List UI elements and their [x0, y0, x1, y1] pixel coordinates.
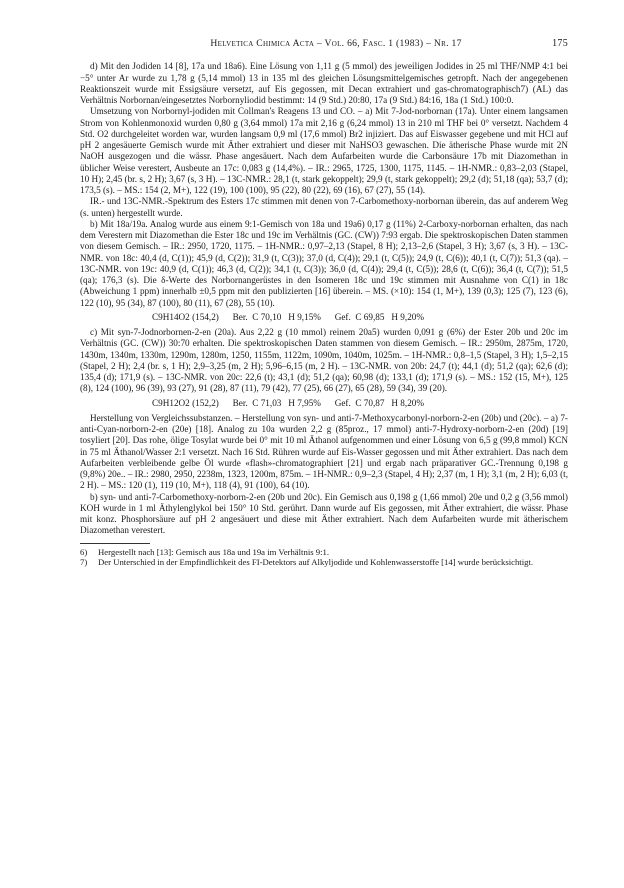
footnote-mark: 7)	[80, 556, 88, 567]
elemental-analysis-2: C9H12O2 (152,2) Ber. C 71,03 H 7,95% Gef. C 70,87 H 8,20%	[152, 397, 425, 408]
footnote-divider	[80, 543, 150, 544]
paragraph-ester-comparison: IR.- und 13C-NMR.-Spektrum des Esters 17c stimmen mit denen von 7-Carbomethoxy-norbornan überein, das auf anderem Weg (s. unten) hergestellt wurde.	[80, 196, 568, 218]
footnote-mark: 6)	[80, 546, 88, 557]
paragraph-syn-jodnorbornen: c) Mit syn-7-Jodnorbornen-2-en (20a). Aus 2,22 g (10 mmol) reinem 20a5) wurden 0,091 g (6%) der Ester 20b und 20c im Verhältnis (GC. (CW)) 30:70 erhalten. Die spektroskopischen Daten stammen von diesem Gemisch. – IR.: 2950m, 2875m, 1720, 1430m, 1340m, 1330m, 1290m, 1280m, 1250, 1155m, 1122m, 1090m, 1040m, 1025m. – 1H-NMR.: 0,8–1,5 (Stapel, 3 H); 1,5–2,15 (Stapel, 2 H); 2,4 (br. s, 1 H); 2,9–3,25 (m, 2 H); 5,96–6,15 (m, 2 H). – 13C-NMR. von 20b: 24,7 (t); 44,1 (d); 51,2 (qa); 62,6 (d); 135,4 (d); 171,9 (s). – 13C-NMR. von 20c: 22,6 (t); 43,1 (d); 51,2 (qa); 60,98 (d); 133,1 (d); 171,9 (s). – MS.: 152 (15, M+), 125 (8), 124 (100), 96 (39), 93 (27), 91 (28), 87 (11), 79 (42), 77 (25), 66 (27), 65 (28), 59 (34), 39 (20).	[80, 327, 568, 394]
paragraph-collman-reagent: Umsetzung von Norbornyl-jodiden mit Collman's Reagens 13 und CO. – a) Mit 7-Jod-norbornan (17a). Unter einem langsamen Strom von Kohlenmonoxid wurden 0,80 g (3,64 mmol) 17a mit 2,16 g (6,24 mmol) 13 in 210 ml THF bei 0° versetzt. Nachdem 4 Std. O2 durchgeleitet worden war, wurden langsam 0,9 ml (17,6 mmol) Br2 injiziert. Das auf Eiswasser gegebene und mit HCl auf pH 2 angesäuerte Gemisch wurde mit Äther extrahiert und dieser mit NaHSO3 gewaschen. Die ätherische Phase wurde mit 2N NaOH ausgezogen und die wässr. Phase angesäuert. Nach dem Aufarbeiten wurde die Carbonsäure 17b mit Diazomethan in üblicher Weise verestert, Ausbeute an 17c: 0,083 g (14,4%). – IR.: 2965, 1725, 1300, 1175, 1145. – 1H-NMR.: 0,83–2,03 (Stapel, 10 H); 2,45 (br. s, 2 H); 3,67 (s, 3 H). – 13C-NMR.: 28,1 (t, stark gekoppelt); 29,9 (t, stark gekoppelt); 29,2 (d); 51,18 (qa); 53,7 (d); 173,5 (s). – MS.: 154 (2, M+), 122 (19), 100 (100), 95 (22), 80 (22), 69 (16), 67 (27), 55 (14).	[80, 106, 568, 195]
running-header	[80, 38, 568, 49]
journal-title: Helvetica Chimica Acta – Vol. 66, Fasc. 1 (1983) – Nr. 17	[210, 38, 462, 49]
paragraph-carbomethoxy: b) syn- und anti-7-Carbomethoxy-norborn-2-en (20b und 20c). Ein Gemisch aus 0,198 g (1,66 mmol) 20e und 0,2 g (3,56 mmol) KOH wurde in 1 ml Äthylenglykol bei 150° 10 Std. gerührt. Dann wurde auf Eis gegossen, mit Äther extrahiert, die wässr. Phase mit konz. Phosphorsäure auf pH 2 angesäuert und diese mit Äther extrahiert. Nach dem Aufarbeiten wurde mit ätherischem Diazomethan verestert.	[80, 491, 568, 536]
footnote-6	[80, 547, 568, 557]
page-number: 175	[552, 38, 568, 49]
footnotes	[80, 547, 568, 568]
paragraph-iodide-reaction: d) Mit den Jodiden 14 [8], 17a und 18a6). Eine Lösung von 1,11 g (5 mmol) des jeweiligen Jodides in 25 ml THF/NMP 4:1 bei −5° unter Ar wurde zu 1,78 g (5,14 mmol) 13 in 135 ml des gleichen Lösungsmittelgemisches getropft. Nach der angegebenen Reaktionszeit wurde mit Essigsäure versetzt, auf Eis gegossen, mit Decan extrahiert und gas-chromatographisch7) (AL) das Verhältnis Norbornan/eingesetztes Norbornyliodid bestimmt: 14 (9 Std.) 20:80, 17a (9 Std.) 84:16, 18a (1 Std.) 100:0.	[80, 61, 568, 105]
paragraph-18a-19a: b) Mit 18a/19a. Analog wurde aus einem 9:1-Gemisch von 18a und 19a6) 0,17 g (11%) 2-Carboxy-norbornan erhalten, das nach dem Verestern mit Diazomethan die Ester 18c und 19c im Verhältnis (GC. (CW)) 7:93 ergab. Die spektroskopischen Daten stammen von diesem Gemisch. – IR.: 2950, 1720, 1175. – 1H-NMR.: 0,97–2,13 (Stapel, 8 H); 2,13–2,6 (Stapel, 3 H); 3,67 (s, 3 H). – 13C-NMR. von 18c: 40,4 (d, C(1)); 45,9 (d, C(2)); 31,9 (t, C(3)); 37,0 (d, C(4)); 29,1 (t, C(5)); 24,9 (t, C(6)); 40,1 (t, C(7)); 51,3 (qa). – 13C-NMR. von 19c: 40,9 (d, C(1)); 46,3 (d, C(2)); 34,1 (t, C(3)); 36,0 (d, C(4)); 29,4 (t, C(5)); 28,6 (t, C(6)); 36,4 (t, C(7)); 51,5 (qa); 176,3 (s). Die δ-Werte des Norbornangerüstes in den Isomeren 18c und 19c stimmen mit Ausnahme von C(1) in 18c (Abweichung 1 ppm) innerhalb ±0,5 ppm mit den publizierten [16] überein. – MS. (×10): 154 (1, M+), 139 (0,3); 125 (7), 123 (6), 122 (10), 95 (34), 87 (100), 80 (11), 67 (28), 55 (10).	[80, 218, 568, 308]
paragraph-reference-compounds: Herstellung von Vergleichssubstanzen. – Herstellung von syn- und anti-7-Methoxycarbonyl-norborn-2-en (20b) und (20c). – a) 7-anti-Cyan-norborn-2-en (20e) [18]. Analog zu 10a wurden 2,2 g (85proz., 17 mmol) anti-7-Hydroxy-norborn-2-en (20d) [19] tosyliert [20]. Das rohe, ölige Tosylat wurde bei 0° mit 10 ml Äthanol aufgenommen und einer Lösung von 6,5 g (99,8 mmol) KCN in 75 ml Äthanol/Wasser 2:1 versetzt. Nach 16 Std. Rühren wurde auf Eis-Wasser gegossen und mit Äther extrahiert. Das nach dem Aufarbeiten verbleibende gelbe Öl wurde «flash»-chromatographiert [21] und ergab nach präparativer GC.-Trennung 0,198 g (9,8%) 20e.. – IR.: 2980, 2950, 2238m, 1323, 1200m, 875m. – 1H-NMR.: 0,9–2,3 (Stapel, 4 H); 2,37 (m, 1 H); 3,1 (m, 2 H); 6,03 (t, 2 H). – MS.: 120 (1), 119 (10, M+), 118 (4), 91 (100), 64 (10).	[80, 412, 568, 491]
elemental-analysis-1: C9H14O2 (154,2) Ber. C 70,10 H 9,15% Gef. C 69,85 H 9,20%	[152, 311, 425, 322]
footnote-7	[80, 557, 568, 567]
body-text	[80, 61, 568, 536]
footnote-text: Hergestellt nach [13]: Gemisch aus 18a und 19a im Verhältnis 9:1.	[98, 546, 330, 557]
footnote-text: Der Unterschied in der Empfindlichkeit des FI-Detektors auf Alkyljodide und Kohlenwasserstoffe [14] wurde berücksichtigt.	[98, 556, 534, 567]
